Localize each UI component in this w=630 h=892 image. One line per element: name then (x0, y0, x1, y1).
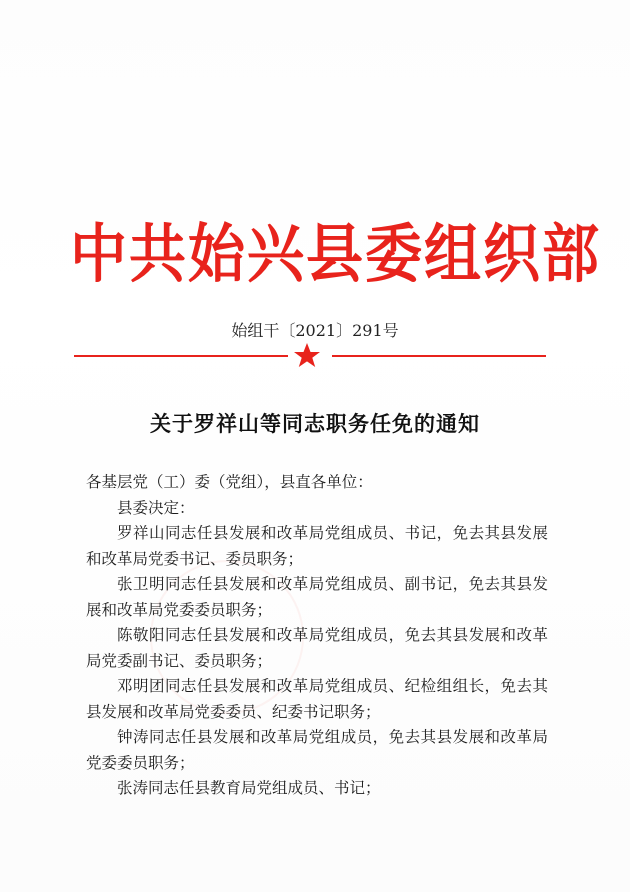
decision-intro: 县委决定： (117, 498, 195, 517)
appointment-paragraph: 罗祥山同志任县发展和改革局党组成员、书记，免去其县发展和改革局党委书记、委员职务； (86, 524, 548, 568)
header-divider-left (74, 355, 288, 357)
appointment-paragraph: 邓明团同志任县发展和改革局党组成员、纪检组组长，免去其县发展和改革局党委委员、纪委书记职务； (86, 677, 548, 721)
appointment-paragraph: 钟涛同志任县发展和改革局党组成员，免去其县发展和改革局党委委员职务； (86, 728, 548, 772)
appointment-paragraph: 张涛同志任县教育局党组成员、书记； (117, 779, 381, 797)
salutation: 各基层党（工）委（党组），县直各单位： (86, 473, 373, 491)
appointment-paragraph: 张卫明同志任县发展和改革局党组成员、副书记，免去其县发展和改革局党委委员职务； (86, 575, 548, 619)
header-divider-right (332, 355, 546, 357)
issuing-organization-header: 中共始兴县委组织部 (70, 216, 601, 292)
document-body (86, 470, 548, 802)
appointment-paragraph: 陈敬阳同志任县发展和改革局党组成员，免去其县发展和改革局党委副书记、委员职务； (86, 626, 548, 670)
star-icon (292, 341, 322, 371)
document-title: 关于罗祥山等同志职务任免的通知 (150, 411, 480, 436)
document-number: 始组干〔2021〕291号 (231, 321, 399, 340)
